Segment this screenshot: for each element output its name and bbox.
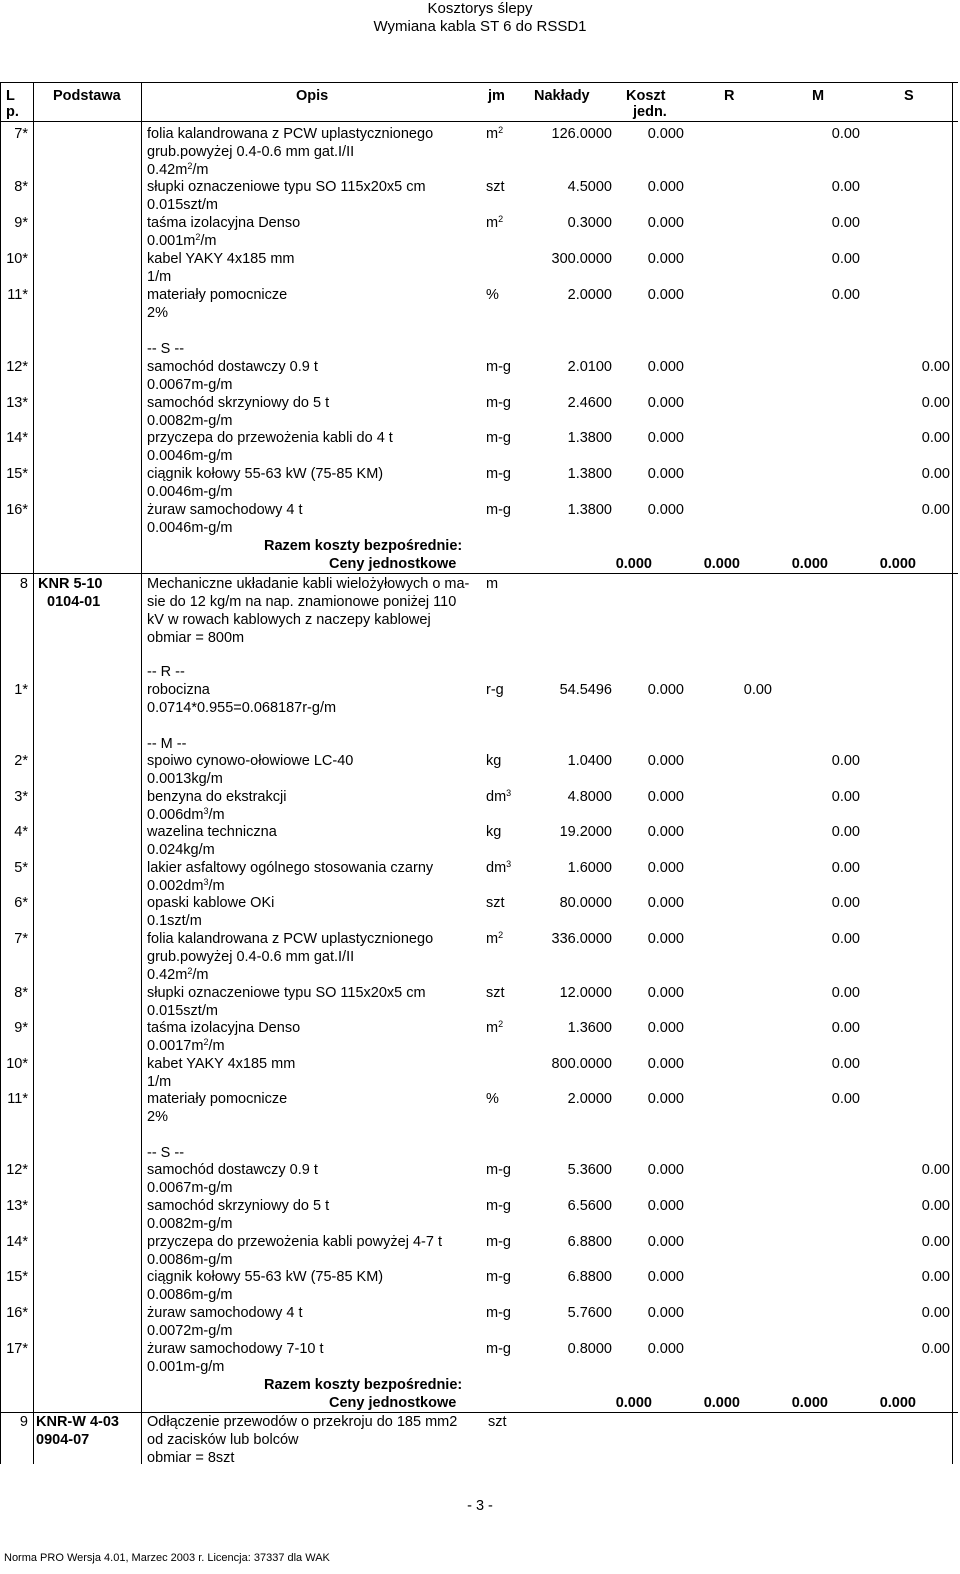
row-desc-line1: samochód dostawczy 0.9 t <box>147 1162 318 1178</box>
row-quantity: 2.0000 <box>567 1091 612 1107</box>
row-desc-line2: 0.0013kg/m <box>147 771 223 787</box>
header-bottom-line <box>0 121 958 122</box>
row-quantity: 6.8800 <box>567 1234 612 1250</box>
row-unit: m-g <box>486 1269 511 1285</box>
ceny-value: 0.000 <box>615 1395 652 1411</box>
row-lp: 14* <box>6 1234 28 1250</box>
row-desc-line1: folia kalandrowana z PCW uplastycznionego <box>147 931 434 947</box>
position-divider <box>0 1412 958 1413</box>
col-header-lp-p: p. <box>6 104 19 120</box>
row-value: 0.00 <box>921 1269 950 1285</box>
row-unit-cost: 0.000 <box>647 985 684 1001</box>
row-unit-cost: 0.000 <box>647 287 684 303</box>
row-unit: m-g <box>486 1162 511 1178</box>
row-lp: 13* <box>6 1198 28 1214</box>
footer-text: Norma PRO Wersja 4.01, Marzec 2003 r. Licencja: 37337 dla WAK <box>4 1552 330 1564</box>
row-desc-line1: słupki oznaczeniowe typu SO 115x20x5 cm <box>147 985 426 1001</box>
row-desc-line2: 0.015szt/m <box>147 1003 218 1019</box>
row-unit-cost: 0.000 <box>647 430 684 446</box>
row-desc-line2: 0.0046m-g/m <box>147 484 233 500</box>
ceny-label: Ceny jednostkowe <box>329 556 457 572</box>
row-value: 0.00 <box>831 251 860 267</box>
row-lp: 7* <box>14 931 28 947</box>
row-desc-line3: $0.42m^2/m$ <box>147 161 209 178</box>
row-lp: 3* <box>14 789 28 805</box>
col-header-m: M <box>812 88 825 104</box>
row-desc-line1: samochód skrzyniowy do 5 t <box>147 395 330 411</box>
ceny-value: 0.000 <box>791 556 828 572</box>
row-lp: 16* <box>6 502 28 518</box>
row-desc-line1: przyczepa do przewożenia kabli do 4 t <box>147 430 393 446</box>
row-desc-line2: 0.0046m-g/m <box>147 448 233 464</box>
ceny-value: 0.000 <box>703 1395 740 1411</box>
row-unit: szt <box>486 985 505 1001</box>
row-desc-line1: opaski kablowe OKi <box>147 895 275 911</box>
position-desc-line2: od zacisków lub bolców <box>147 1432 299 1448</box>
position-desc-line4: obmiar = 800m <box>147 630 245 646</box>
row-desc-line2: 0.0067m-g/m <box>147 377 233 393</box>
row-desc-line2: 0.0067m-g/m <box>147 1180 233 1196</box>
row-unit: kg <box>486 824 502 840</box>
row-lp: 1* <box>14 682 28 698</box>
row-lp: 11* <box>7 1091 28 1107</box>
row-lp: 5* <box>14 860 28 876</box>
section-m-label: -- M -- <box>147 736 187 752</box>
row-desc-line1: taśma izolacyjna Denso <box>147 215 301 231</box>
row-quantity: 0.8000 <box>567 1341 612 1357</box>
row-unit-cost: 0.000 <box>647 895 684 911</box>
row-value: 0.00 <box>921 1234 950 1250</box>
row-unit-cost: 0.000 <box>647 251 684 267</box>
row-value: 0.00 <box>921 359 950 375</box>
row-unit-cost: 0.000 <box>647 789 684 805</box>
row-lp: 14* <box>6 430 28 446</box>
col-header-s: S <box>904 88 914 104</box>
row-value: 0.00 <box>831 789 860 805</box>
ceny-value: 0.000 <box>879 556 916 572</box>
row-quantity: 4.8000 <box>567 789 612 805</box>
row-unit-cost: 0.000 <box>647 860 684 876</box>
row-desc-line1: materiały pomocnicze <box>147 287 288 303</box>
position-basis-line2: 0904-07 <box>36 1432 90 1448</box>
row-unit: szt <box>486 895 505 911</box>
row-lp: 10* <box>6 1056 28 1072</box>
row-desc-line2: 0.001m-g/m <box>147 1359 225 1375</box>
row-quantity: 1.6000 <box>567 860 612 876</box>
row-unit: r-g <box>486 682 504 698</box>
row-desc-line2: $0.002dm^3/m$ <box>147 877 225 894</box>
row-unit: $m^2$ <box>486 930 504 947</box>
page-number: - 3 - <box>467 1498 493 1514</box>
row-value: 0.00 <box>831 179 860 195</box>
position-desc-line2: sie do 12 kg/m na nap. znamionowe poniżej 110 <box>147 594 457 610</box>
row-desc-line2: 0.0082m-g/m <box>147 413 233 429</box>
row-quantity: 5.7600 <box>567 1305 612 1321</box>
row-unit-cost: 0.000 <box>647 179 684 195</box>
row-quantity: 1.3800 <box>567 502 612 518</box>
row-value: 0.00 <box>831 985 860 1001</box>
row-desc-line2: $0.006dm^3/m$ <box>147 806 225 823</box>
row-quantity: 126.0000 <box>551 126 612 142</box>
section-r-label: -- R -- <box>147 664 185 680</box>
row-unit-cost: 0.000 <box>647 126 684 142</box>
row-value: 0.00 <box>921 395 950 411</box>
row-desc-line1: żuraw samochodowy 4 t <box>147 502 303 518</box>
row-unit: m-g <box>486 1234 511 1250</box>
row-desc-line1: materiały pomocnicze <box>147 1091 288 1107</box>
row-desc-line1: robocizna <box>147 682 210 698</box>
row-quantity: 2.0100 <box>567 359 612 375</box>
row-quantity: 1.0400 <box>567 753 612 769</box>
row-unit: m-g <box>486 359 511 375</box>
row-desc-line1: żuraw samochodowy 4 t <box>147 1305 303 1321</box>
row-desc-line2: 0.0714*0.955=0.068187r-g/m <box>147 700 337 716</box>
row-unit: $dm^3$ <box>486 859 512 876</box>
row-lp: 7* <box>14 126 28 142</box>
row-value: 0.00 <box>831 824 860 840</box>
row-unit-cost: 0.000 <box>647 931 684 947</box>
row-desc-line1: wazelina techniczna <box>147 824 277 840</box>
ceny-label: Ceny jednostkowe <box>329 1395 457 1411</box>
col-header-koszt: Koszt <box>626 88 666 104</box>
row-desc-line3: $0.42m^2/m$ <box>147 966 209 983</box>
row-desc-line1: folia kalandrowana z PCW uplastycznionego <box>147 126 434 142</box>
position-number: 9 <box>19 1414 28 1430</box>
row-lp: 17* <box>6 1341 28 1357</box>
row-unit-cost: 0.000 <box>647 215 684 231</box>
row-desc-line2: 0.0046m-g/m <box>147 520 233 536</box>
row-value: 0.00 <box>921 1341 950 1357</box>
col-divider-lp <box>33 82 34 1464</box>
row-lp: 2* <box>14 753 28 769</box>
row-unit: m-g <box>486 1341 511 1357</box>
row-desc-line2: 0.0086m-g/m <box>147 1252 233 1268</box>
row-value: 0.00 <box>831 860 860 876</box>
row-desc-line2: 0.0086m-g/m <box>147 1287 233 1303</box>
row-desc-line1: kabel YAKY 4x185 mm <box>147 251 295 267</box>
position-divider <box>0 573 958 574</box>
row-unit-cost: 0.000 <box>647 1269 684 1285</box>
row-desc-line2: 1/m <box>147 269 172 285</box>
row-lp: 13* <box>6 395 28 411</box>
row-value: 0.00 <box>831 931 860 947</box>
razem-label: Razem koszty bezpośrednie: <box>264 538 463 554</box>
row-lp: 16* <box>6 1305 28 1321</box>
row-unit: $m^2$ <box>486 1019 504 1036</box>
row-desc-line2: 2% <box>147 305 168 321</box>
row-desc-line1: benzyna do ekstrakcji <box>147 789 287 805</box>
row-desc-line1: samochód skrzyniowy do 5 t <box>147 1198 330 1214</box>
row-lp: 4* <box>14 824 28 840</box>
row-quantity: 80.0000 <box>559 895 612 911</box>
position-basis-line2: 0104-01 <box>47 594 101 610</box>
position-desc-line3: kV w rowach kablowych z naczepy kablowej <box>147 612 431 628</box>
row-unit: m-g <box>486 1198 511 1214</box>
ceny-value: 0.000 <box>615 556 652 572</box>
position-desc-line3: obmiar = 8szt <box>147 1450 235 1466</box>
row-value: 0.00 <box>831 215 860 231</box>
row-unit: m-g <box>486 430 511 446</box>
ceny-value: 0.000 <box>703 556 740 572</box>
row-quantity: 1.3600 <box>567 1020 612 1036</box>
section-s-label: -- S -- <box>147 341 185 357</box>
row-lp: 15* <box>6 466 28 482</box>
position-basis-line1: KNR-W 4-03 <box>36 1414 119 1430</box>
row-unit-cost: 0.000 <box>647 1020 684 1036</box>
row-desc-line1: żuraw samochodowy 7-10 t <box>147 1341 324 1357</box>
row-unit: szt <box>486 179 505 195</box>
row-quantity: 2.0000 <box>567 287 612 303</box>
row-quantity: 1.3800 <box>567 466 612 482</box>
row-desc-line1: kabet YAKY 4x185 mm <box>147 1056 296 1072</box>
row-unit-cost: 0.000 <box>647 753 684 769</box>
row-desc-line1: samochód dostawczy 0.9 t <box>147 359 318 375</box>
ceny-value: 0.000 <box>879 1395 916 1411</box>
col-header-koszt-jedn: jedn. <box>633 104 667 120</box>
row-unit: m-g <box>486 502 511 518</box>
razem-label: Razem koszty bezpośrednie: <box>264 1377 463 1393</box>
row-quantity: 800.0000 <box>551 1056 612 1072</box>
table-top-line <box>0 82 958 83</box>
row-lp: 8* <box>14 179 28 195</box>
position-desc-line1: Mechaniczne układanie kabli wielożyłowych o ma- <box>147 576 470 592</box>
col-header-lp-l: L <box>6 88 15 104</box>
row-value: 0.00 <box>831 1056 860 1072</box>
table-right-border <box>952 82 953 1464</box>
row-lp: 6* <box>14 895 28 911</box>
row-unit-cost: 0.000 <box>647 682 684 698</box>
row-quantity: 12.0000 <box>559 985 612 1001</box>
position-unit: szt <box>488 1414 507 1430</box>
section-s-label: -- S -- <box>147 1145 185 1161</box>
row-unit-cost: 0.000 <box>647 1341 684 1357</box>
ceny-value: 0.000 <box>791 1395 828 1411</box>
row-desc-line2: 2% <box>147 1109 168 1125</box>
row-lp: 10* <box>6 251 28 267</box>
row-lp: 8* <box>14 985 28 1001</box>
row-desc-line1: ciągnik kołowy 55-63 kW (75-85 KM) <box>147 1269 384 1285</box>
row-lp: 12* <box>6 359 28 375</box>
row-quantity: 5.3600 <box>567 1162 612 1178</box>
row-quantity: 300.0000 <box>551 251 612 267</box>
row-value: 0.00 <box>921 1305 950 1321</box>
col-divider-podstawa <box>141 82 142 1464</box>
col-header-jm: jm <box>488 88 505 104</box>
row-quantity: 19.2000 <box>559 824 612 840</box>
position-unit: m <box>486 576 499 592</box>
row-quantity: 1.3800 <box>567 430 612 446</box>
row-value: 0.00 <box>921 466 950 482</box>
row-lp: 15* <box>6 1269 28 1285</box>
row-unit-cost: 0.000 <box>647 1305 684 1321</box>
row-desc-line1: lakier asfaltowy ogólnego stosowania czarny <box>147 860 434 876</box>
row-unit-cost: 0.000 <box>647 824 684 840</box>
row-desc-line2: 0.1szt/m <box>147 913 202 929</box>
row-quantity: 0.3000 <box>567 215 612 231</box>
row-desc-line2: 0.015szt/m <box>147 197 218 213</box>
col-header-podstawa: Podstawa <box>53 88 121 104</box>
col-header-opis: Opis <box>296 88 329 104</box>
row-unit-cost: 0.000 <box>647 1162 684 1178</box>
row-value: 0.00 <box>831 287 860 303</box>
row-unit: $dm^3$ <box>486 788 512 805</box>
row-desc-line2: grub.powyżej 0.4-0.6 mm gat.I/II <box>147 949 355 965</box>
row-unit-cost: 0.000 <box>647 502 684 518</box>
page-title: Kosztorys ślepy <box>427 0 533 17</box>
position-basis-line1: KNR 5-10 <box>38 576 103 592</box>
row-unit: m-g <box>486 466 511 482</box>
row-value: 0.00 <box>831 895 860 911</box>
row-desc-line2: 1/m <box>147 1074 172 1090</box>
row-unit: kg <box>486 753 502 769</box>
row-unit: % <box>486 287 499 303</box>
row-quantity: 4.5000 <box>567 179 612 195</box>
col-header-r: R <box>724 88 735 104</box>
row-value: 0.00 <box>831 1020 860 1036</box>
row-lp: 12* <box>6 1162 28 1178</box>
page-subtitle: Wymiana kabla ST 6 do RSSD1 <box>373 18 587 35</box>
row-unit-cost: 0.000 <box>647 395 684 411</box>
row-value: 0.00 <box>921 1162 950 1178</box>
row-unit: $m^2$ <box>486 214 504 231</box>
row-desc-line1: przyczepa do przewożenia kabli powyżej 4-7 t <box>147 1234 442 1250</box>
row-desc-line2: 0.0082m-g/m <box>147 1216 233 1232</box>
row-unit-cost: 0.000 <box>647 1056 684 1072</box>
row-unit-cost: 0.000 <box>647 359 684 375</box>
row-unit: $m^2$ <box>486 125 504 142</box>
position-desc-line1: Odłączenie przewodów o przekroju do 185 mm2 <box>147 1414 458 1430</box>
row-desc-line1: taśma izolacyjna Denso <box>147 1020 301 1036</box>
row-quantity: 54.5496 <box>559 682 612 698</box>
row-value: 0.00 <box>743 682 772 698</box>
row-value: 0.00 <box>921 502 950 518</box>
row-lp: 9* <box>14 1020 28 1036</box>
row-desc-line2: 0.0072m-g/m <box>147 1323 233 1339</box>
row-desc-line2: 0.024kg/m <box>147 842 215 858</box>
row-quantity: 2.4600 <box>567 395 612 411</box>
row-desc-line1: spoiwo cynowo-ołowiowe LC-40 <box>147 753 354 769</box>
row-value: 0.00 <box>921 430 950 446</box>
row-unit-cost: 0.000 <box>647 466 684 482</box>
row-value: 0.00 <box>831 126 860 142</box>
row-lp: 11* <box>7 287 28 303</box>
row-value: 0.00 <box>921 1198 950 1214</box>
row-value: 0.00 <box>831 1091 860 1107</box>
row-unit-cost: 0.000 <box>647 1234 684 1250</box>
row-unit: m-g <box>486 395 511 411</box>
row-desc-line2: grub.powyżej 0.4-0.6 mm gat.I/II <box>147 144 355 160</box>
row-unit: % <box>486 1091 499 1107</box>
row-unit-cost: 0.000 <box>647 1091 684 1107</box>
row-desc-line1: ciągnik kołowy 55-63 kW (75-85 KM) <box>147 466 384 482</box>
row-desc-line2: $0.001m^2/m$ <box>147 232 217 249</box>
row-desc-line1: słupki oznaczeniowe typu SO 115x20x5 cm <box>147 179 426 195</box>
row-quantity: 336.0000 <box>551 931 612 947</box>
row-unit: m-g <box>486 1305 511 1321</box>
row-value: 0.00 <box>831 753 860 769</box>
row-desc-line2: $0.0017m^2/m$ <box>147 1037 225 1054</box>
row-lp: 9* <box>14 215 28 231</box>
row-unit-cost: 0.000 <box>647 1198 684 1214</box>
position-number: 8 <box>19 576 28 592</box>
row-quantity: 6.5600 <box>567 1198 612 1214</box>
row-quantity: 6.8800 <box>567 1269 612 1285</box>
col-header-naklady: Nakłady <box>534 88 590 104</box>
